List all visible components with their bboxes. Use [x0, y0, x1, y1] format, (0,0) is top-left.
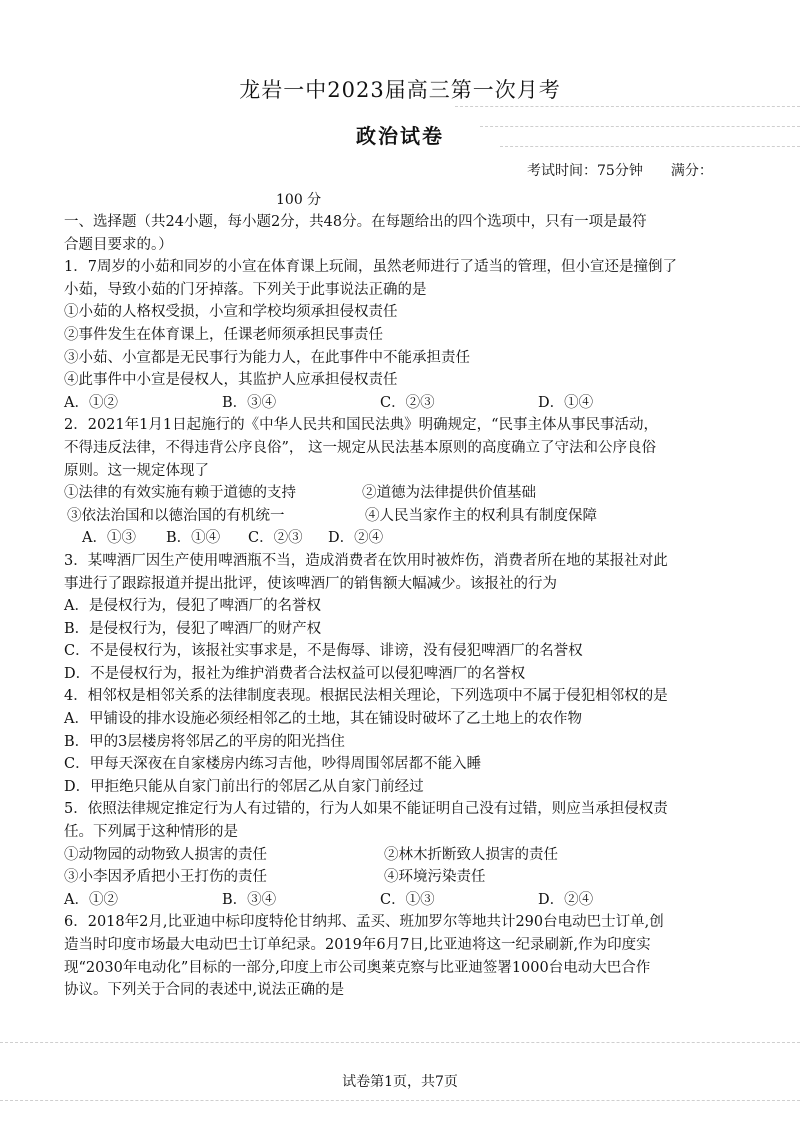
question-2-statement: ④人民当家作主的权利具有制度保障: [365, 507, 597, 524]
section-heading: 一、选择题（共24小题，每小题2分，共48分。在每题给出的四个选项中，只有一项是最符: [64, 214, 647, 230]
option-d[interactable]: D．不是侵权行为，报社为维护消费者合法权益可以侵犯啤酒厂的名誉权: [64, 665, 526, 682]
option-c[interactable]: C．不是侵权行为，该报社实事求是，不是侮辱、诽谤，没有侵犯啤酒厂的名誉权: [64, 643, 583, 660]
option-a[interactable]: A．①②: [64, 891, 118, 908]
question-2-stem: 不得违反法律，不得违背公序良俗”， 这一规定从民法基本原则的高度确立了守法和公序良俗: [64, 439, 657, 456]
page-footer: 试卷第1页，共7页: [342, 1074, 458, 1090]
question-5-stem: 5．依照法律规定推定行为人有过错的，行为人如果不能证明自己没有过错，则应当承担侵权责: [64, 801, 668, 818]
question-5-statements: [64, 844, 744, 867]
question-3-stem: 3．某啤酒厂因生产使用啤酒瓶不当，造成消费者在饮用时被炸伤，消费者所在地的某报社对此: [64, 552, 668, 569]
full-score-value: 100 分: [276, 192, 322, 208]
question-body: [64, 211, 744, 1002]
decorative-line: [0, 1100, 800, 1101]
question-1-stem: 1．7周岁的小茹和同岁的小宣在体育课上玩闹，虽然老师进行了适当的管理，但小宣还是撞倒了: [64, 259, 677, 276]
question-1-statement: ④此事件中小宣是侵权人，其监护人应承担侵权责任: [64, 372, 398, 389]
option-c[interactable]: C．甲每天深夜在自家楼房内练习吉他，吵得周围邻居都不能入睡: [64, 756, 482, 773]
option-b[interactable]: B．③④: [222, 394, 277, 411]
question-6-stem: 协议。下列关于合同的表述中,说法正确的是: [64, 982, 345, 999]
question-5-statement: ④环境污染责任: [384, 869, 486, 886]
question-5-options: [64, 889, 744, 912]
exam-title: 龙岩一中2023届高三第一次月考: [239, 78, 561, 102]
question-1-statement: ②事件发生在体育课上，任课老师须承担民事责任: [64, 326, 383, 343]
question-2-statement: ①法律的有效实施有赖于道德的支持: [64, 485, 296, 502]
full-score-label: 满分：: [670, 163, 713, 179]
option-c[interactable]: C．②③: [380, 394, 435, 411]
option-d[interactable]: D．①④: [538, 394, 594, 411]
question-5-statements: [64, 866, 744, 889]
option-d[interactable]: D．②④: [538, 891, 594, 908]
question-3-stem: 事进行了跟踪报道并提出批评，使该啤酒厂的销售额大幅减少。该报社的行为: [64, 575, 557, 592]
question-6-stem: 6．2018年2月,比亚迪中标印度特伦甘纳邦、孟买、班加罗尔等地共计290台电动巴士订单,创: [64, 914, 664, 931]
section-heading: 合题目要求的。）: [64, 236, 173, 253]
option-a[interactable]: A．①③: [82, 530, 136, 547]
question-2-statement: ③依法治国和以德治国的有机统一: [67, 507, 285, 524]
question-5-statement: ①动物园的动物致人损害的责任: [64, 846, 267, 863]
decorative-line: [0, 1042, 800, 1043]
question-2-stem: 原则。这一规定体现了: [64, 462, 209, 479]
exam-time: 考试时间：75分钟: [527, 163, 643, 179]
question-5-statement: ③小李因矛盾把小王打伤的责任: [64, 869, 267, 886]
option-a[interactable]: A．甲铺设的排水设施必须经相邻乙的土地，其在铺设时破坏了乙土地上的农作物: [64, 711, 582, 728]
question-2-options: [64, 527, 744, 550]
question-1-stem: 小茹，导致小茹的门牙掉落。下列关于此事说法正确的是: [64, 281, 427, 298]
question-2-stem: 2．2021年1月1日起施行的《中华人民共和国民法典》明确规定，“民事主体从事民事活动，: [64, 417, 658, 434]
option-a[interactable]: A．是侵权行为，侵犯了啤酒厂的名誉权: [64, 598, 321, 615]
option-c[interactable]: C．①③: [380, 891, 435, 908]
decorative-line: [455, 106, 800, 107]
question-5-stem: 任。下列属于这种情形的是: [64, 824, 238, 841]
option-b[interactable]: B．是侵权行为，侵犯了啤酒厂的财产权: [64, 620, 322, 637]
question-1-statement: ①小茹的人格权受损，小宣和学校均须承担侵权责任: [64, 304, 398, 321]
question-2-statement: ②道德为法律提供价值基础: [362, 485, 536, 502]
option-c[interactable]: C．②③: [248, 530, 303, 547]
option-b[interactable]: B．①④: [166, 530, 221, 547]
exam-subtitle: 政治试卷: [356, 124, 444, 148]
question-1-statement: ③小茹、小宣都是无民事行为能力人，在此事件中不能承担责任: [64, 349, 470, 366]
question-2-statements: [64, 505, 744, 528]
option-b[interactable]: B．甲的3层楼房将邻居乙的平房的阳光挡住: [64, 733, 345, 750]
option-d[interactable]: D．甲拒绝只能从自家门前出行的邻居乙从自家门前经过: [64, 778, 424, 795]
exam-meta: [527, 160, 713, 180]
question-1-options: [64, 392, 744, 415]
question-5-statement: ②林木折断致人损害的责任: [384, 846, 558, 863]
option-b[interactable]: B．③④: [222, 891, 277, 908]
option-a[interactable]: A．①②: [64, 394, 118, 411]
option-d[interactable]: D．②④: [328, 530, 384, 547]
question-2-statements: [64, 482, 744, 505]
question-4-stem: 4．相邻权是相邻关系的法律制度表现。根据民法相关理论，下列选项中不属于侵犯相邻权的是: [64, 688, 668, 705]
question-6-stem: 造当时印度市场最大电动巴士订单纪录。2019年6月7日,比亚迪将这一纪录刷新,作为印度实: [64, 937, 651, 953]
question-6-stem: 现“2030年电动化”目标的一部分,印度上市公司奥莱克察与比亚迪签署1000台电动大巴合作: [64, 959, 651, 976]
